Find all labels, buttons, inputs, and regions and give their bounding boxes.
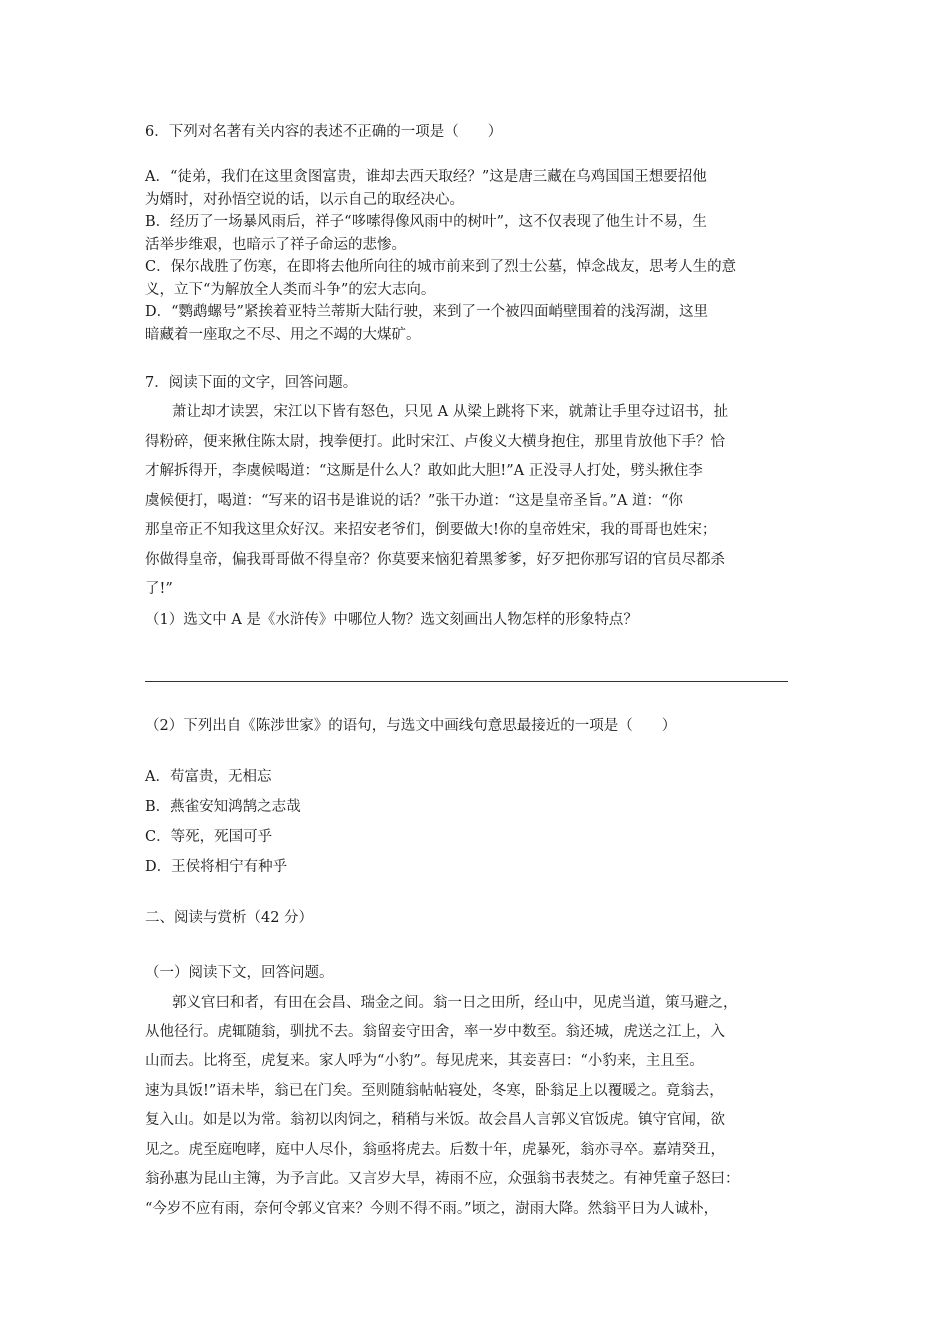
- q6-stem: 6．下列对名著有关内容的表述不正确的一项是（ ）: [145, 124, 503, 140]
- answer-line[interactable]: [145, 681, 788, 682]
- q7-sub2-option-b: B．燕雀安知鸿鹄之志哉: [145, 799, 301, 815]
- section2-passage-line: 复入山。如是以为常。翁初以肉饲之，稍稍与米饭。故会昌人言郭义官饭虎。镇守官闻，欲: [145, 1112, 725, 1128]
- section2-title: 二、阅读与赏析（42 分）: [145, 910, 314, 926]
- section2-part1-heading: （一）阅读下文，回答问题。: [145, 965, 334, 981]
- q7-passage-line: 才解拆得开，李虞候喝道：“这厮是什么人？敢如此大胆!”A 正没寻人打处，劈头揪住李: [145, 463, 703, 479]
- section2-passage-line: 见之。虎至庭咆哮，庭中人尽仆，翁亟将虎去。后数十年，虎暴死，翁亦寻卒。嘉靖癸丑，: [145, 1142, 725, 1158]
- q7-sub2-option-c: C．等死，死国可乎: [145, 829, 273, 845]
- q7-sub1: （1）选文中 A 是《水浒传》中哪位人物？选文刻画出人物怎样的形象特点？: [145, 612, 638, 628]
- q7-sub2-option-d: D．王侯将相宁有种乎: [145, 859, 288, 875]
- q6-option-d-line2: 暗藏着一座取之不尽、用之不竭的大煤矿。: [145, 327, 421, 343]
- section2-passage-line: 山而去。比将至，虎复来。家人呼为“小豹”。每见虎来，其妾喜曰：“小豹来，主且至。: [145, 1053, 704, 1069]
- q7-sub2-option-a: A．苟富贵，无相忘: [145, 769, 272, 785]
- q7-passage-line: 了!”: [145, 581, 173, 597]
- q6-option-d-line1: D．“鹦鹉螺号”紧挨着亚特兰蒂斯大陆行驶，来到了一个被四面峭壁围着的浅泻湖，这里: [145, 304, 708, 320]
- q6-option-b-line2: 活举步维艰，也暗示了祥子命运的悲惨。: [145, 237, 406, 253]
- q6-option-a-line1: A．“徒弟，我们在这里贪图富贵，谁却去西天取经？”这是唐三藏在乌鸡国国王想要招他: [145, 169, 707, 185]
- section2-passage-line: 速为具饭!”语未毕，翁已在门矣。至则随翁帖帖寝处，冬寒，卧翁足上以覆暖之。竟翁去，: [145, 1083, 724, 1099]
- q7-passage-line: 虞候便打，喝道：“写来的诏书是谁说的话？”张干办道：“这是皇帝圣旨。”A 道：“你: [145, 493, 683, 509]
- q6-option-c-line2: 义，立下“为解放全人类而斗争”的宏大志向。: [145, 282, 436, 298]
- q7-passage-line: 萧让却才读罢，宋江以下皆有怒色，只见 A 从梁上跳将下来，就萧让手里夺过诏书，扯: [172, 404, 729, 420]
- q7-sub2: （2）下列出自《陈涉世家》的语句，与选文中画线句意思最接近的一项是（ ）: [145, 718, 677, 734]
- q6-option-c-line1: C．保尔战胜了伤寒，在即将去他所向往的城市前来到了烈士公墓，悼念战友，思考人生的意: [145, 259, 737, 275]
- q7-passage-line: 那皇帝正不知我这里众好汉。来招安老爷们，倒要做大!你的皇帝姓宋，我的哥哥也姓宋；: [145, 522, 717, 538]
- q6-option-a-line2: 为婿时，对孙悟空说的话，以示自己的取经决心。: [145, 192, 464, 208]
- section2-passage-line: 翁孙惠为昆山主簿，为予言此。又言岁大旱，祷雨不应，众强翁书表焚之。有神凭童子怒曰：: [145, 1171, 740, 1187]
- q7-stem: 7．阅读下面的文字，回答问题。: [145, 375, 358, 391]
- q6-option-b-line1: B．经历了一场暴风雨后，祥子“哆嗦得像风雨中的树叶”，这不仅表现了他生计不易，生: [145, 214, 707, 230]
- section2-passage-line: 郭义官曰和者，有田在会昌、瑞金之间。翁一日之田所，经山中，见虎当道，策马避之，: [172, 995, 738, 1011]
- q7-passage-line: 得粉碎，便来揪住陈太尉，拽拳便打。此时宋江、卢俊义大横身抱住，那里肯放他下手？恰: [145, 434, 725, 450]
- section2-passage-line: “今岁不应有雨，奈何令郭义官来？今则不得不雨。”顷之，澍雨大降。然翁平日为人诚朴，: [145, 1201, 719, 1217]
- q7-passage-line: 你做得皇帝，偏我哥哥做不得皇帝？你莫要来恼犯着黑爹爹，好歹把你那写诏的官员尽都杀: [145, 552, 725, 568]
- section2-passage-line: 从他径行。虎辄随翁，驯扰不去。翁留妾守田舍，率一岁中数至。翁还城，虎送之江上，入: [145, 1024, 725, 1040]
